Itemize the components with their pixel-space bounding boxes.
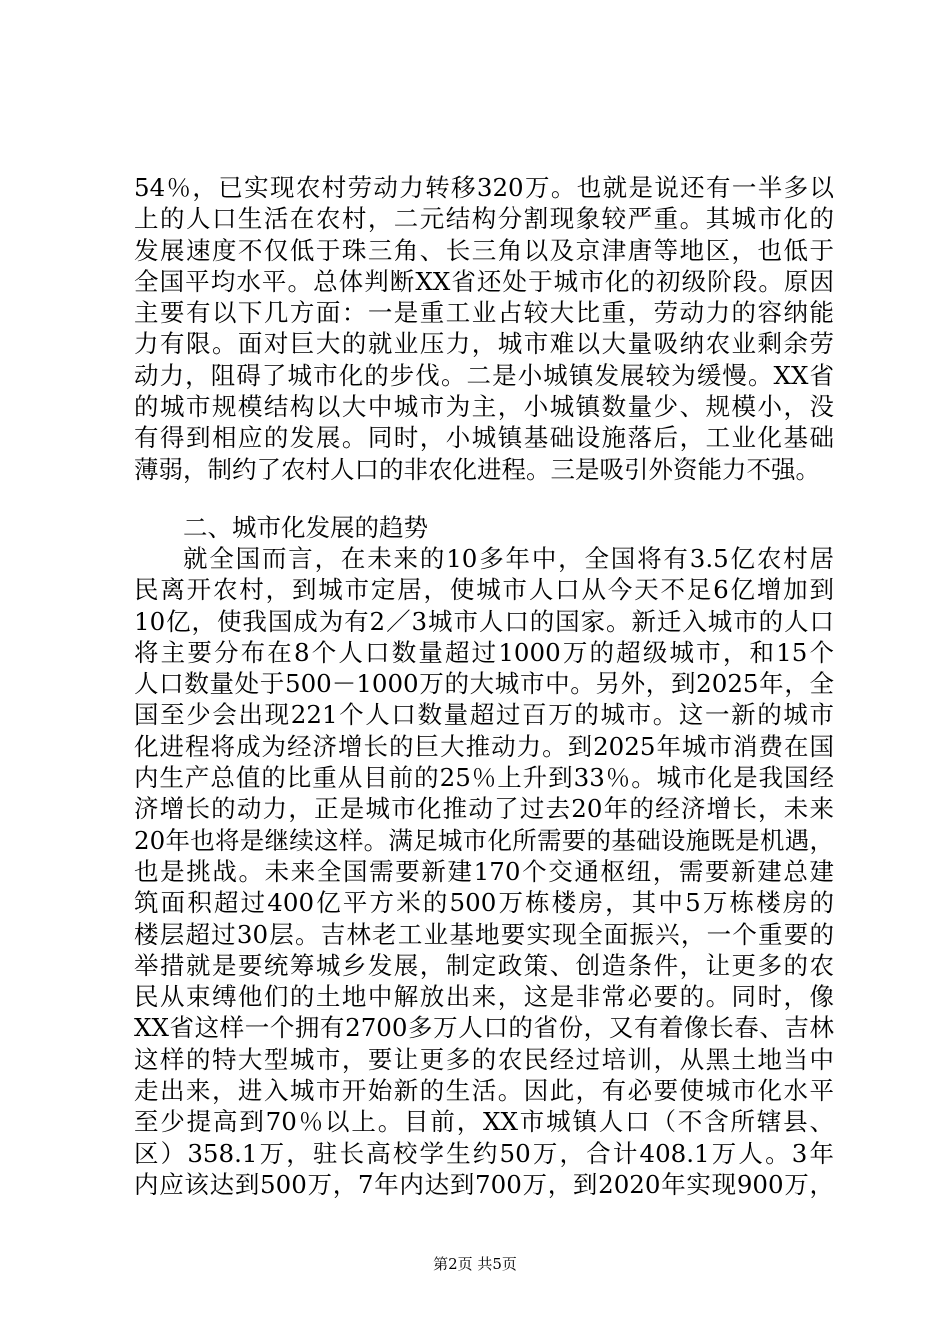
paragraph-2-line: 举措就是要统筹城乡发展，制定政策、创造条件，让更多的农 (134, 950, 834, 980)
paragraph-2-line: 这样的特大型城市，要让更多的农民经过培训，从黑土地当中 (134, 1044, 834, 1074)
paragraph-1-line: 主要有以下几方面：一是重工业占较大比重，劳动力的容纳能 (134, 298, 834, 328)
paragraph-2-line: 内生产总值的比重从目前的25％上升到33％。城市化是我国经 (134, 763, 834, 793)
paragraph-2-line: 民离开农村，到城市定居，使城市人口从今天不足6亿增加到 (134, 575, 834, 605)
section-heading-block (134, 512, 834, 543)
paragraph-1-line: 的城市规模结构以大中城市为主，小城镇数量少、规模小，没 (134, 392, 834, 422)
paragraph-1 (134, 172, 834, 485)
paragraph-2-line: XX省这样一个拥有2700多万人口的省份，又有着像长春、吉林 (134, 1013, 834, 1043)
paragraph-2-line: 至少提高到70％以上。目前，XX市城镇人口（不含所辖县、 (134, 1107, 834, 1137)
paragraph-1-line: 54％，已实现农村劳动力转移320万。也就是说还有一半多以 (134, 173, 834, 202)
paragraph-2-line: 将主要分布在8个人口数量超过1000万的超级城市，和15个 (134, 637, 834, 667)
paragraph-2-line: 区）358.1万，驻长高校学生约50万，合计408.1万人。3年 (134, 1138, 834, 1168)
paragraph-1-line: 上的人口生活在农村，二元结构分割现象较严重。其城市化的 (134, 204, 834, 234)
paragraph-2-line: 民从束缚他们的土地中解放出来，这是非常必要的。同时，像 (134, 982, 834, 1012)
paragraph-2-line: 也是挑战。未来全国需要新建170个交通枢纽，需要新建总建 (134, 856, 834, 886)
page-number-label: 第2页 共5页 (433, 1255, 517, 1273)
paragraph-2-line: 内应该达到500万，7年内达到700万，到2020年实现900万， (134, 1169, 834, 1199)
paragraph-1-line: 发展速度不仅低于珠三角、长三角以及京津唐等地区，也低于 (134, 235, 834, 265)
paragraph-2-line: 人口数量处于500－1000万的大城市中。另外，到2025年，全 (134, 669, 834, 699)
page-footer (0, 1254, 950, 1274)
paragraph-1-line: 有得到相应的发展。同时，小城镇基础设施落后，工业化基础 (134, 423, 834, 453)
paragraph-1-line: 动力，阻碍了城市化的步伐。二是小城镇发展较为缓慢。XX省 (134, 360, 834, 390)
paragraph-1-line: 全国平均水平。总体判断XX省还处于城市化的初级阶段。原因 (134, 266, 834, 296)
paragraph-2 (134, 543, 834, 1200)
paragraph-2-line: 走出来，进入城市开始新的生活。因此，有必要使城市化水平 (134, 1076, 834, 1106)
paragraph-2-line: 楼层超过30层。吉林老工业基地要实现全面振兴，一个重要的 (134, 919, 834, 949)
paragraph-2-line: 10亿，使我国成为有2／3城市人口的国家。新迁入城市的人口 (134, 606, 834, 636)
paragraph-2-line: 筑面积超过400亿平方米的500万栋楼房，其中5万栋楼房的 (134, 888, 834, 918)
paragraph-1-line: 薄弱，制约了农村人口的非农化进程。三是吸引外资能力不强。 (134, 454, 820, 484)
paragraph-2-line: 20年也将是继续这样。满足城市化所需要的基础设施既是机遇， (134, 825, 834, 855)
paragraph-2-line: 济增长的动力，正是城市化推动了过去20年的经济增长，未来 (134, 794, 834, 824)
paragraph-1-line: 力有限。面对巨大的就业压力，城市难以大量吸纳农业剩余劳 (134, 329, 834, 359)
section-heading: 二、城市化发展的趋势 (183, 513, 428, 542)
paragraph-2-line: 就全国而言，在未来的10多年中，全国将有3.5亿农村居 (183, 544, 834, 573)
paragraph-2-line: 国至少会出现221个人口数量超过百万的城市。这一新的城市 (134, 700, 834, 730)
paragraph-2-line: 化进程将成为经济增长的巨大推动力。到2025年城市消费在国 (134, 731, 834, 761)
